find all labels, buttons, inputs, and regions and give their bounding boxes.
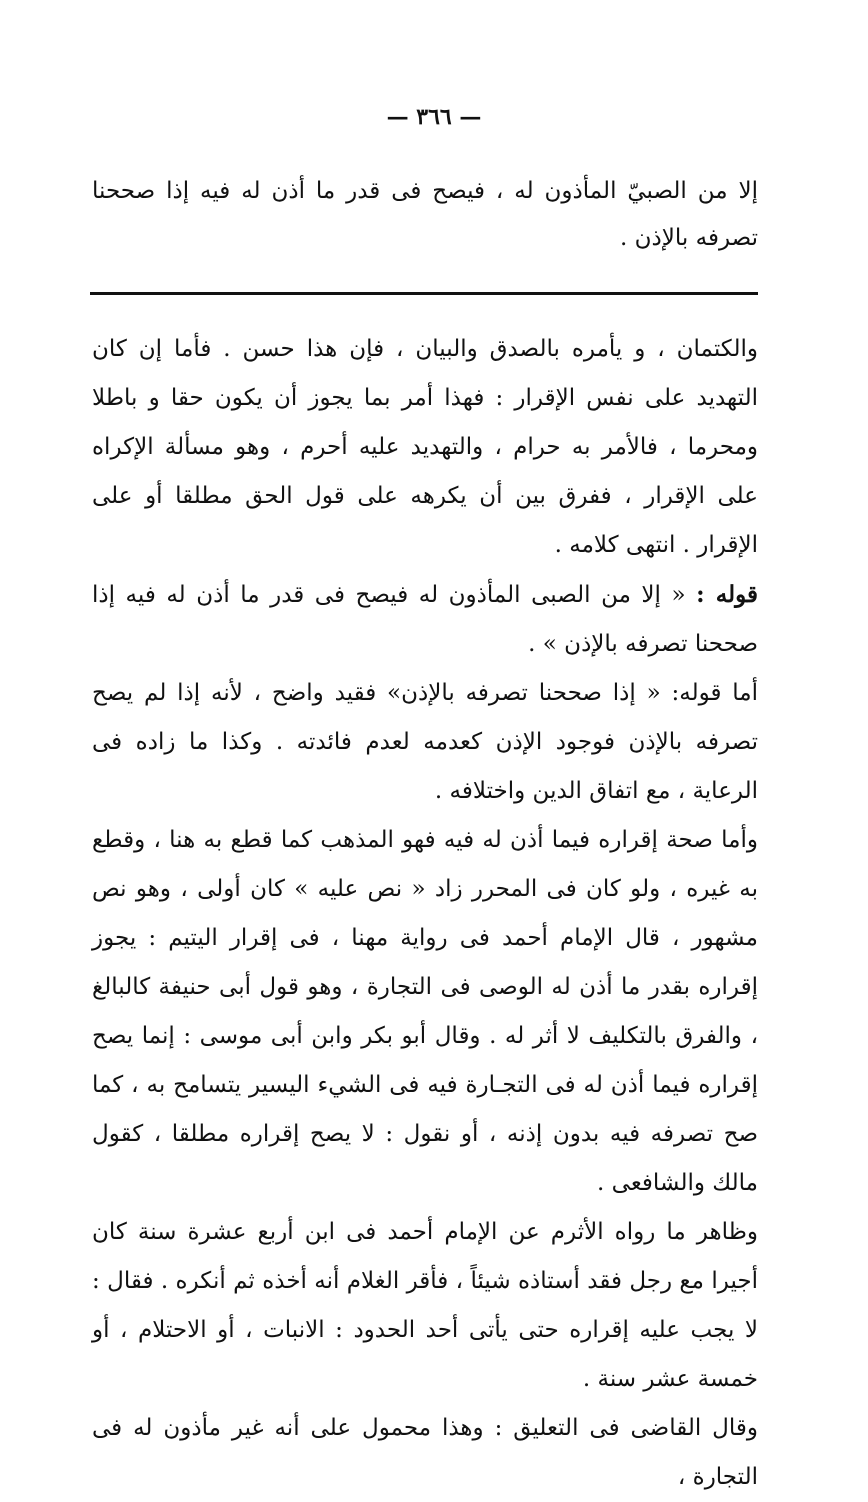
- separator-rule: [90, 292, 758, 295]
- main-text: إلا من الصبيّ المأذون له ، فيصح فى قدر ما أذن له فيه إذا صححنا تصرفه بالإذن .: [92, 178, 758, 251]
- commentary-paragraph-5: وظاهر ما رواه الأثرم عن الإمام أحمد فى ابن أربع عشرة سنة كان أجيرا مع رجل فقد أستاذه شيئاً ، فأقر الغلام أنه أخذه ثم أنكره . فقال : لا يجب عليه إقراره حتى يأتى أحد الحدود : الانبات ، أو الاحتلام ، أو خمسة عشر سنة .: [92, 1219, 758, 1392]
- commentary-lead-qawluhu: قوله :: [696, 581, 759, 608]
- page-number: — ٣٦٦ —: [386, 104, 482, 130]
- commentary-quote: « إلا من الصبى المأذون له فيصح فى قدر ما أذن له فيه إذا صححنا تصرفه بالإذن » .: [92, 582, 758, 657]
- commentary-paragraph-2: [92, 570, 758, 669]
- commentary: [92, 325, 758, 1502]
- commentary-paragraph-6: وقال القاضى فى التعليق : وهذا محمول على أنه غير مأذون له فى التجارة ،: [92, 1415, 758, 1490]
- commentary-paragraph-4: وأما صحة إقراره فيما أذن له فيه فهو المذهب كما قطع به هنا ، وقطع به غيره ، ولو كان فى المحرر زاد « نص عليه » كان أولى ، وهو نص مشهور ، قال الإمام أحمد فى رواية مهنا ، فى إقرار اليتيم : يجوز إقراره بقدر ما أذن له الوصى فى التجارة ، وهو قول أبى حنيفة كالبالغ ، والفرق بالتكليف لا أثر له . وقال أبو بكر وابن أبى موسى : إنما يصح إقراره فيما أذن له فى التجـارة فيه فى الشيء اليسير يتسامح به ، كما صح تصرفه فيه بدون إذنه ، أو نقول : لا يصح إقراره مطلقا ، كقول مالك والشافعى .: [92, 827, 758, 1196]
- commentary-paragraph-1: والكتمان ، و يأمره بالصدق والبيان ، فإن هذا حسن . فأما إن كان التهديد على نفس الإقرار : فهذا أمر بما يجوز أن يكون حقا و باطلا ومحرما ، فالأمر به حرام ، والتهديد عليه أحرم ، وهو مسألة الإكراه على الإقرار ، ففرق بين أن يكرهه على قول الحق مطلقا أو على الإقرار . انتهى كلامه .: [92, 336, 758, 558]
- commentary-paragraph-3: أما قوله: « إذا صححنا تصرفه بالإذن» فقيد واضح ، لأنه إذا لم يصح تصرفه بالإذن فوجود الإذن كعدمه لعدم فائدته . وكذا ما زاده فى الرعاية ، مع اتفاق الدين واختلافه .: [92, 680, 758, 804]
